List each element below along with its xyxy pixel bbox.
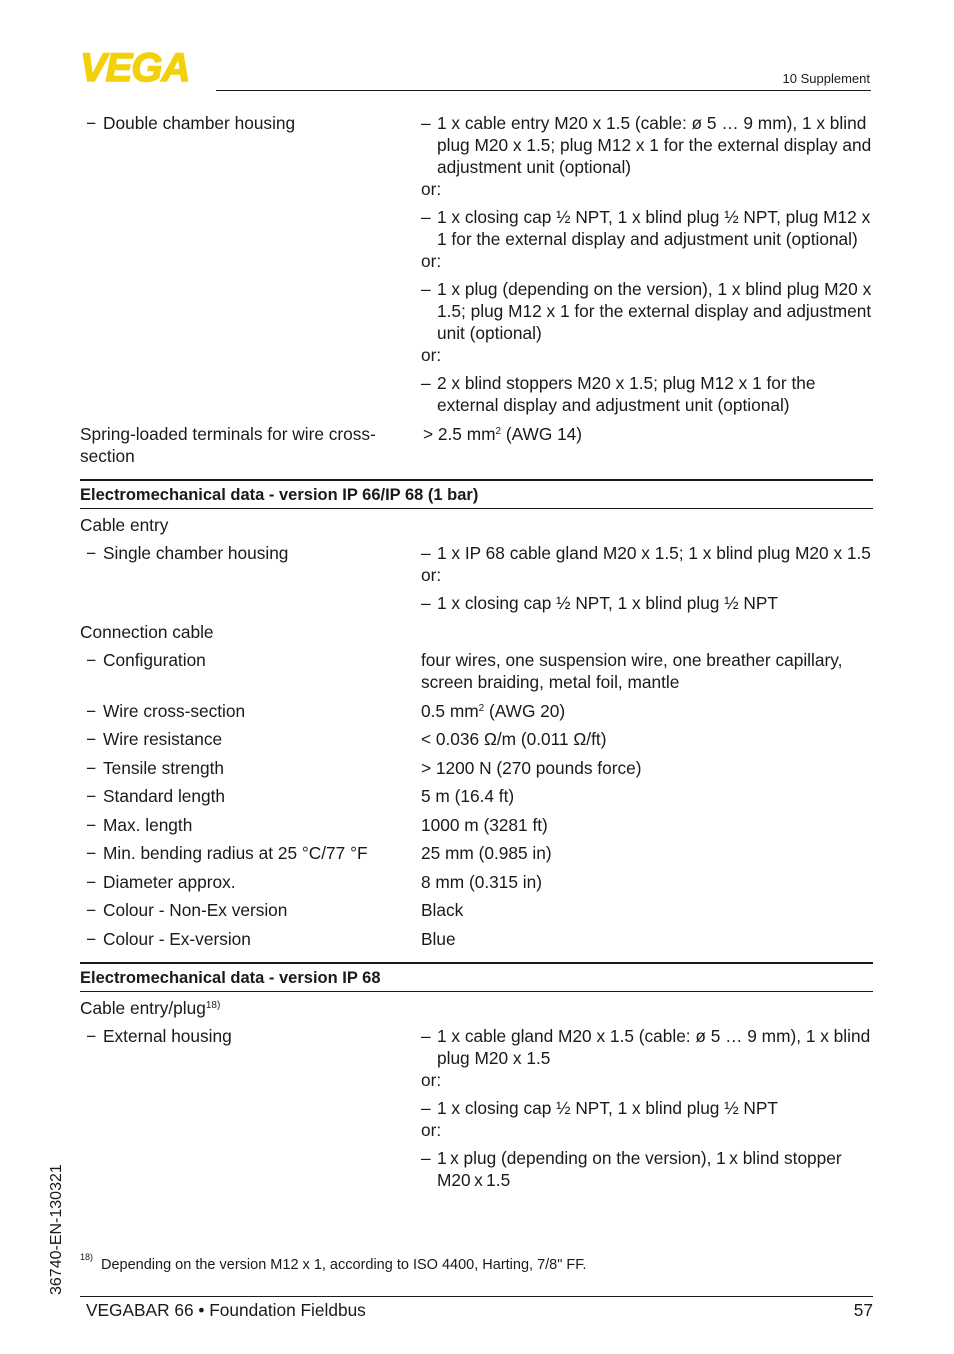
spring-terminals-value: > 2.5 $mm^2$ (AWG 14) (423, 423, 583, 444)
spring-terminals-label: Spring-loaded terminals for wire cross-section (80, 423, 376, 466)
table-row: − Standard length 5 m (16.4 ft) (86, 786, 515, 806)
footnote (80, 1252, 587, 1273)
list-item: – 1 x closing cap ½ NPT, 1 x blind plug ½ NPT (421, 1098, 778, 1118)
footnote-number: 18) (80, 1252, 94, 1262)
list-item: – 1 x closing cap ½ NPT, 1 x blind plug ½ NPT, plug M12 x 1 for the external display and adjustment unit (optional) (421, 207, 871, 249)
list-item: – 1 x cable entry M20 x 1.5 (cable: ø 5 … 9 mm), 1 x blind plug M20 x 1.5; plug M12 x 1 for the external display and adjustment unit (optional) (421, 113, 872, 177)
list-item: – 1 x IP 68 cable gland M20 x 1.5; 1 x blind plug M20 x 1.5 (421, 543, 871, 563)
footnote-text: Depending on the version M12 x 1, according to ISO 4400, Harting, 7/8" FF. (101, 1257, 587, 1273)
external-housing-row: − External housing – 1 x cable gland M20 x 1.5 (cable: ø 5 … 9 mm), 1 x blind plug M20 x 1.5 or: – 1 x closing cap ½ NPT, 1 x blind plug ½ NPT or: – 1 x plug (depending on the version), 1 x blind stopper M20 x 1.5 (80, 1025, 873, 1191)
vega-logo (80, 50, 212, 84)
list-item: – 1 x plug (depending on the version), 1 x blind plug M20 x 1.5; plug M12 x 1 for the external display and adjustment unit (optional) (421, 279, 872, 343)
section-heading: Electromechanical data - version IP 68 (80, 962, 873, 992)
footer-product: VEGABAR 66 • Foundation Fieldbus (86, 1300, 366, 1320)
table-row: − Tensile strength > 1200 N (270 pounds force) (86, 757, 642, 778)
logo-text: VEGA (80, 50, 190, 84)
table-row: − Min. bending radius at 25 °C/77 °F 25 mm (0.985 in) (86, 843, 552, 863)
single-chamber-row: − Single chamber housing – 1 x IP 68 cable gland M20 x 1.5; 1 x blind plug M20 x 1.5 or: – 1 x closing cap ½ NPT, 1 x blind plug ½ NPT (80, 542, 873, 614)
document-code: 36740-EN-130321 (48, 1164, 65, 1295)
list-item: – 2 x blind stoppers M20 x 1.5; plug M12 x 1 for the external display and adjustment unit (optional) (421, 373, 816, 415)
table-row: − Wire resistance < 0.036 Ω/m (0.011 Ω/ft) (86, 729, 607, 749)
header-rule (216, 90, 871, 91)
list-item: – 1 x plug (depending on the version), 1 x blind stopper M20 x 1.5 (421, 1148, 842, 1190)
single-chamber-label: Single chamber housing (103, 543, 289, 563)
spec-table (80, 112, 873, 1198)
section-heading: Electromechanical data - version IP 66/IP 68 (1 bar) (80, 479, 873, 509)
list-item: – 1 x closing cap ½ NPT, 1 x blind plug ½ NPT (421, 593, 778, 613)
double-chamber-label: Double chamber housing (103, 113, 296, 133)
table-row: − Colour - Ex-version Blue (86, 928, 456, 949)
connection-cable-label: Connection cable (80, 621, 214, 642)
table-row: − Diameter approx. 8 mm (0.315 in) (86, 871, 543, 892)
footnote-ref: 18) (205, 999, 221, 1011)
section-label: 10 Supplement (782, 71, 870, 86)
wire-cross-section-row: − Wire cross-section 0.5 $mm^2$ (AWG 20) (86, 700, 566, 721)
configuration-row: − Configuration four wires, one suspension wire, one breather capillary, screen braiding, metal foil, mantle (86, 650, 843, 692)
list-item: – 1 x cable gland M20 x 1.5 (cable: ø 5 … 9 mm), 1 x blind plug M20 x 1.5 (421, 1026, 871, 1068)
external-housing-label: External housing (103, 1026, 232, 1046)
double-chamber-row: − Double chamber housing – 1 x cable entry M20 x 1.5 (cable: ø 5 … 9 mm), 1 x blind plug M20 x 1.5; plug M12 x 1 for the external display and adjustment unit (optional) or: – 1 x closing cap ½ NPT, 1 x blind plug ½ NPT, plug M12 x 1 for the external display and adjustment unit (optional) or: – 1 x plug (depending on the version), 1 x blind plug M20 x 1.5; plug M12 x 1 for the external display and adjustment unit (optional) or: – 2 x blind stoppers M20 x 1.5; plug M12 x 1 for the external display and adjustment unit (optional) (86, 113, 872, 415)
table-row: − Max. length 1000 m (3281 ft) (86, 814, 548, 835)
spring-terminals-row (80, 423, 873, 467)
cable-entry-plug-label: Cable entry/plug$^{18)}$ (80, 997, 221, 1018)
table-row: − Colour - Non-Ex version Black (86, 900, 464, 920)
footer-rule (80, 1296, 873, 1297)
cable-entry-label: Cable entry (80, 514, 169, 535)
page-number: 57 (853, 1300, 873, 1320)
